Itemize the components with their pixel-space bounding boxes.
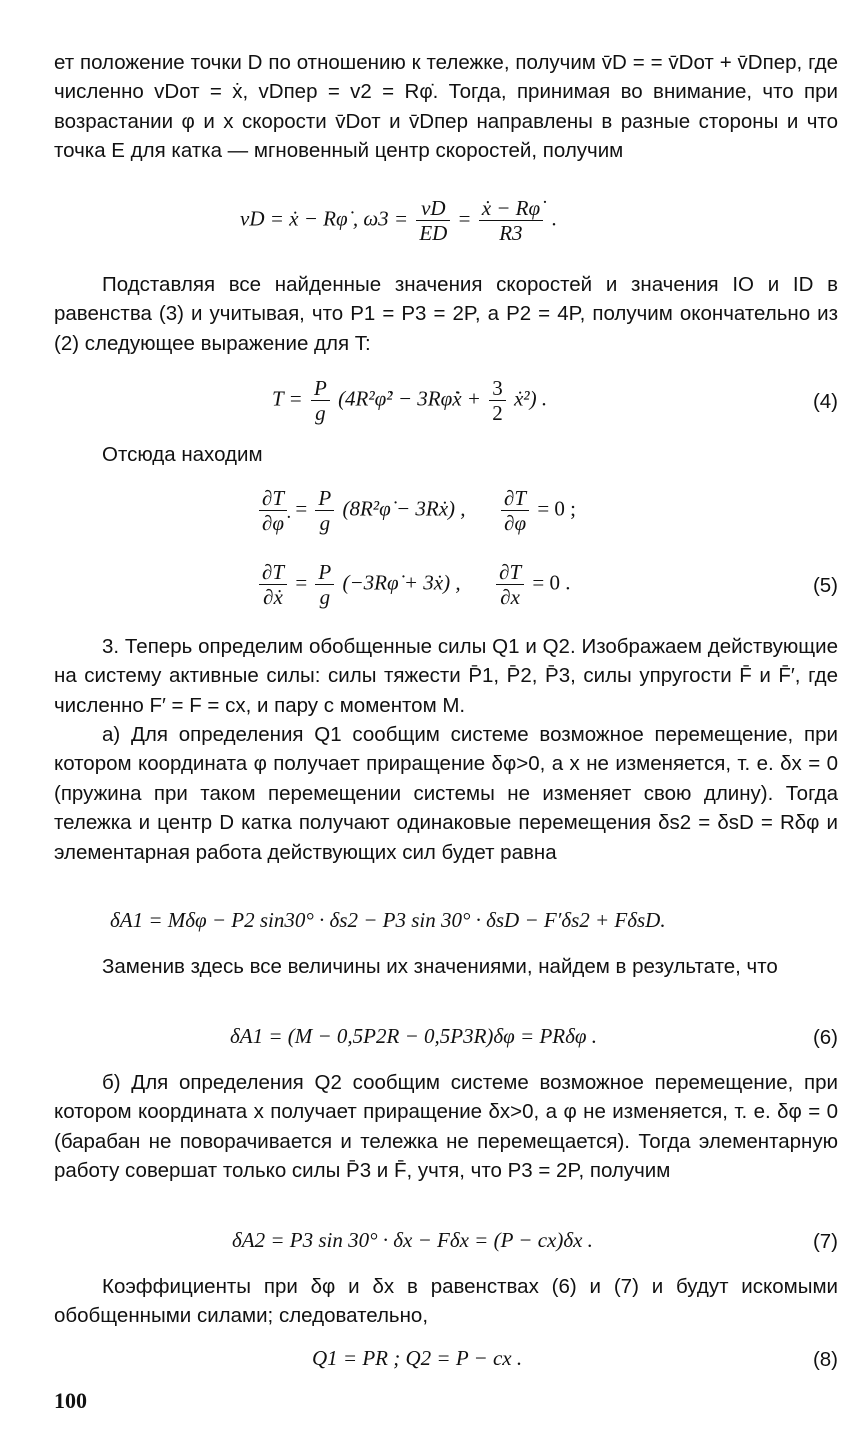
fraction-velocity-r3: $\frac{\text{ẋ − Rφ̇}}{R3}$ [479, 196, 543, 245]
equation-number-8: (8) [812, 1348, 838, 1371]
equation-kinetic-energy: T = $\frac{P}{g}$ (4R²φ̇² − 3Rφ̇ẋ + $\frac{3}{2}$ ẋ²) . (4) [272, 376, 838, 425]
paragraph-substitution: Подставляя все найденные значения скоростей и значения IO и ID в равенства (3) и учитывая, что P1 = P3 = 2P, а P2 = 4P, получим окончательно из (2) следующее выражение для T: [54, 273, 838, 355]
equation-derivatives-x: $\frac{\partial T}{\text{∂ẋ}}$ = $\frac{P}{g}$ (−3Rφ̇ + 3ẋ) , $\frac{\partial T}{\partial x}$ = 0 . (5) [54, 560, 838, 600]
equation-derivatives-phi: $\frac{\partial T}{\partial\varphi̇}$ = $\frac{P}{g}$ (8R²φ̇ − 3Rẋ) , $\frac{\partial T}{\partial\varphi}$ = 0 ; [54, 486, 838, 526]
equation-velocity-d: vD = ẋ − Rφ̇ , ω3 = $\frac{vD}{ED}$ = $\frac{\text{ẋ − Rφ̇}}{R3}$ . [240, 196, 557, 245]
equation-work-a1: δA1 = Mδφ − P2 sin30° · δs2 − P3 sin 30° · δsD − F′δs2 + FδsD. [110, 908, 666, 932]
equation-velocity-lhs: vD = ẋ − Rφ̇ , ω3 = [240, 206, 409, 231]
equation-number-7: (7) [812, 1230, 838, 1253]
paragraph-case-a: а) Для определения Q1 сообщим системе возможное перемещение, при котором координата φ получает приращение δφ>0, а x не изменяется, т. е. δx = 0 (пружина при таком перемещении системы не изменяет свою длину). Тогда тележка и центр D катка получают одинаковые перемещения δs2 = δsD = Rδφ и элементарная работа действующих сил будет равна [54, 723, 838, 864]
equation-generalized-forces: Q1 = PR ; Q2 = P − cx . (8) [312, 1346, 838, 1371]
paragraph-case-b: б) Для определения Q2 сообщим системе возможное перемещение, при котором координата x получает приращение δx>0, а φ не изменяется, т. е. δφ = 0 (барабан не поворачивается и тележка не перемещается). Тогда элементарную работу совершат только силы P̄3 и F̄, учтя, что P3 = 2P, получим [54, 1071, 838, 1183]
paragraph-hence: Отсюда находим [102, 443, 263, 466]
page-number: 100 [54, 1388, 87, 1413]
equation-number-6: (6) [812, 1026, 838, 1049]
paragraph-substituting: Заменив здесь все величины их значениями, найдем в результате, что [102, 955, 778, 978]
equation-number-4: (4) [812, 390, 838, 413]
equation-work-a1-result: δA1 = (M − 0,5P2R − 0,5P3R)δφ = PRδφ . (6) [230, 1024, 838, 1049]
fraction-vd-ed: $\frac{vD}{ED}$ [416, 196, 450, 245]
paragraph-coefficients: Коэффициенты при δφ и δx в равенствах (6) и (7) и будут искомыми обобщенными силами; следовательно, [54, 1275, 838, 1328]
equation-number-5: (5) [812, 574, 838, 597]
paragraph-generalized-forces: 3. Теперь определим обобщенные силы Q1 и Q2. Изображаем действующие на систему активные силы: силы тяжести P̄1, P̄2, P̄3, силы упругости F̄ и F̄′, где численно F′ = F = cx, и пару с моментом M. [54, 635, 838, 717]
equation-work-a2: δA2 = P3 sin 30° · δx − Fδx = (P − cx)δx . (7) [232, 1228, 838, 1253]
paragraph-velocity-composition: ет положение точки D по отношению к тележке, получим v̄D = = v̄Dот + v̄Dпер, где численно vDот = ẋ, vDпер = v2 = Rφ̇. Тогда, принимая во внимание, что при возрастании φ и x скорости v̄Dот и v̄Dпер направлены в разные стороны и что точка E для катка — мгновенный центр скоростей, получим [54, 51, 838, 163]
